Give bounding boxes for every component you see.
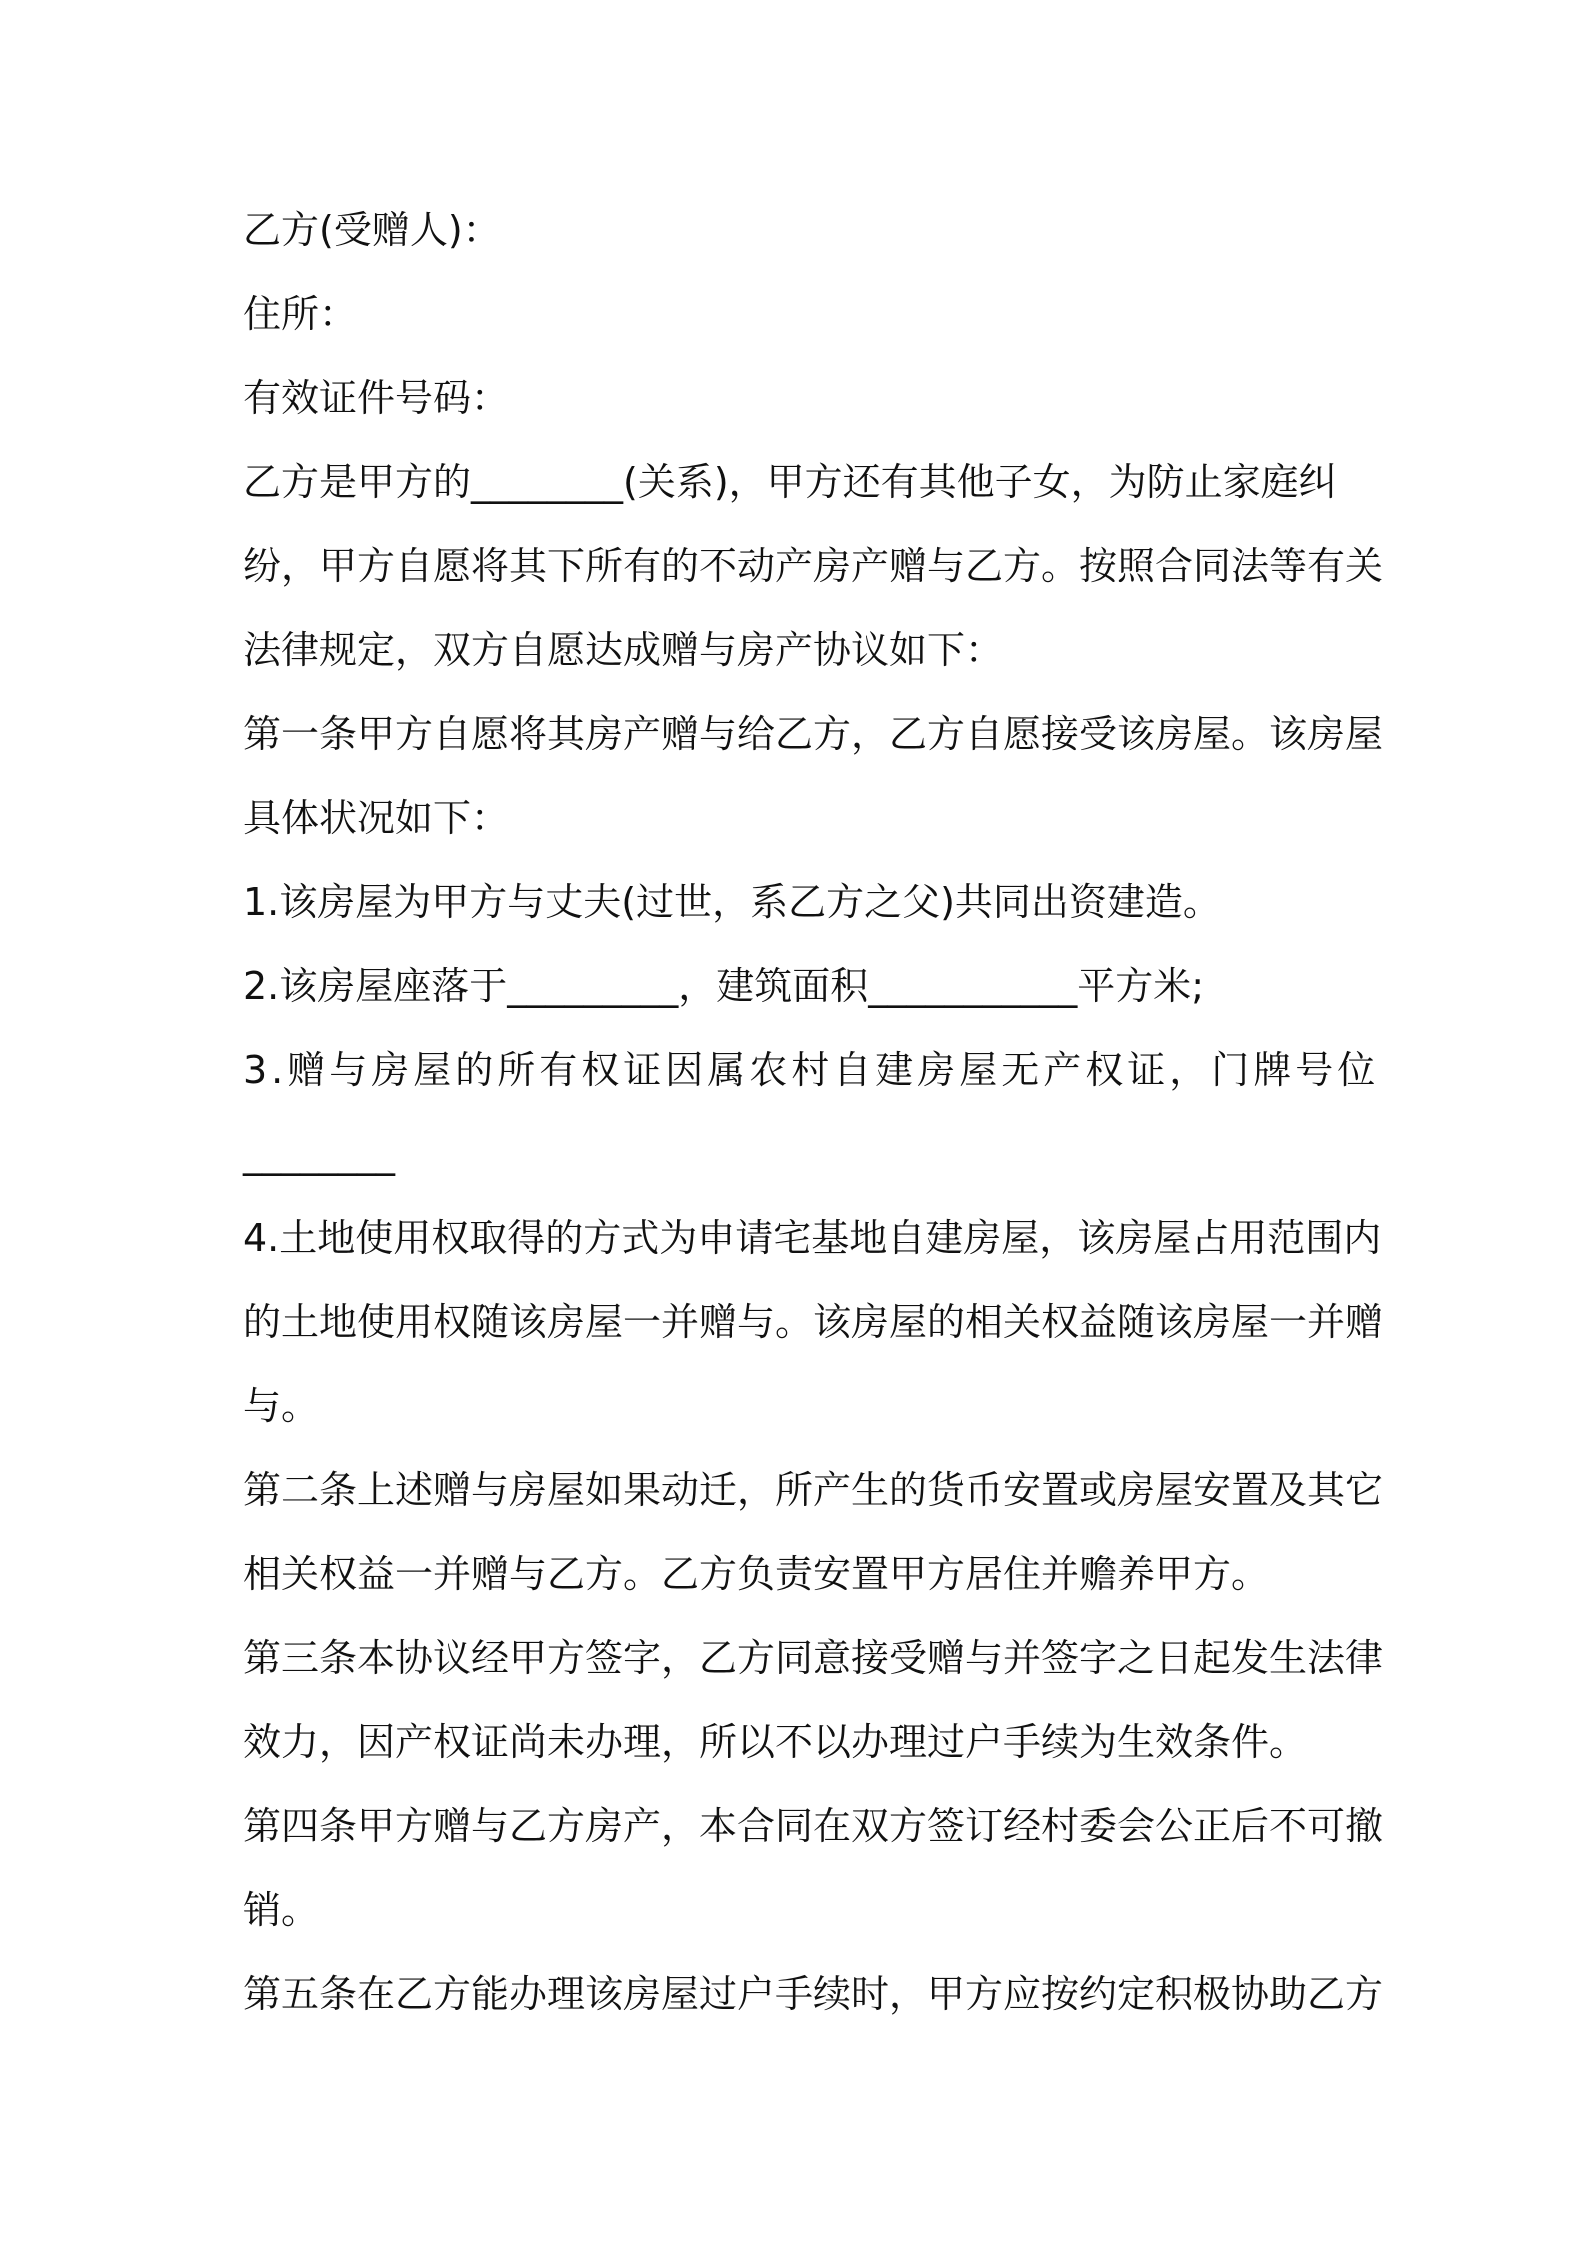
paragraph-line: 法律规定，双方自愿达成赠与房产协议如下： [243, 628, 1004, 672]
article-5-line: 第五条在乙方能办理该房屋过户手续时，甲方应按约定积极协助乙方 [243, 1972, 1384, 2016]
paragraph-line: 乙方是甲方的________(关系)，甲方还有其他子女，为防止家庭纠 [243, 460, 1337, 504]
item-1-line: 1.该房屋为甲方与丈夫(过世，系乙方之父)共同出资建造。 [243, 880, 1221, 924]
party-b-label: 乙方(受赠人)： [243, 208, 501, 252]
article-3-line: 效力，因产权证尚未办理，所以不以办理过户手续为生效条件。 [243, 1720, 1308, 1764]
item-4-line: 与。 [243, 1384, 320, 1428]
article-1-line: 第一条甲方自愿将其房产赠与给乙方，乙方自愿接受该房屋。该房屋 [243, 712, 1384, 756]
article-4-line: 第四条甲方赠与乙方房产，本合同在双方签订经村委会公正后不可撤 [243, 1804, 1384, 1848]
residence-label: 住所： [243, 292, 358, 336]
item-3-line: 3.赠与房屋的所有权证因属农村自建房屋无产权证，门牌号位 [243, 1048, 1380, 1092]
article-2-line: 第二条上述赠与房屋如果动迁，所产生的货币安置或房屋安置及其它 [243, 1468, 1384, 1512]
item-4-line: 的土地使用权随该房屋一并赠与。该房屋的相关权益随该房屋一并赠 [243, 1300, 1384, 1344]
item-2-line: 2.该房屋座落于_________，建筑面积___________平方米; [243, 964, 1205, 1008]
paragraph-line: 纷，甲方自愿将其下所有的不动产房产赠与乙方。按照合同法等有关 [243, 544, 1384, 588]
article-3-line: 第三条本协议经甲方签字，乙方同意接受赠与并签字之日起发生法律 [243, 1636, 1384, 1680]
article-2-line: 相关权益一并赠与乙方。乙方负责安置甲方居住并赡养甲方。 [243, 1552, 1270, 1596]
item-4-line: 4.土地使用权取得的方式为申请宅基地自建房屋，该房屋占用范围内 [243, 1216, 1382, 1260]
house-number-blank: ________ [243, 1132, 395, 1176]
article-1-line: 具体状况如下： [243, 796, 510, 840]
article-4-line: 销。 [243, 1888, 320, 1932]
id-number-label: 有效证件号码： [243, 376, 510, 420]
